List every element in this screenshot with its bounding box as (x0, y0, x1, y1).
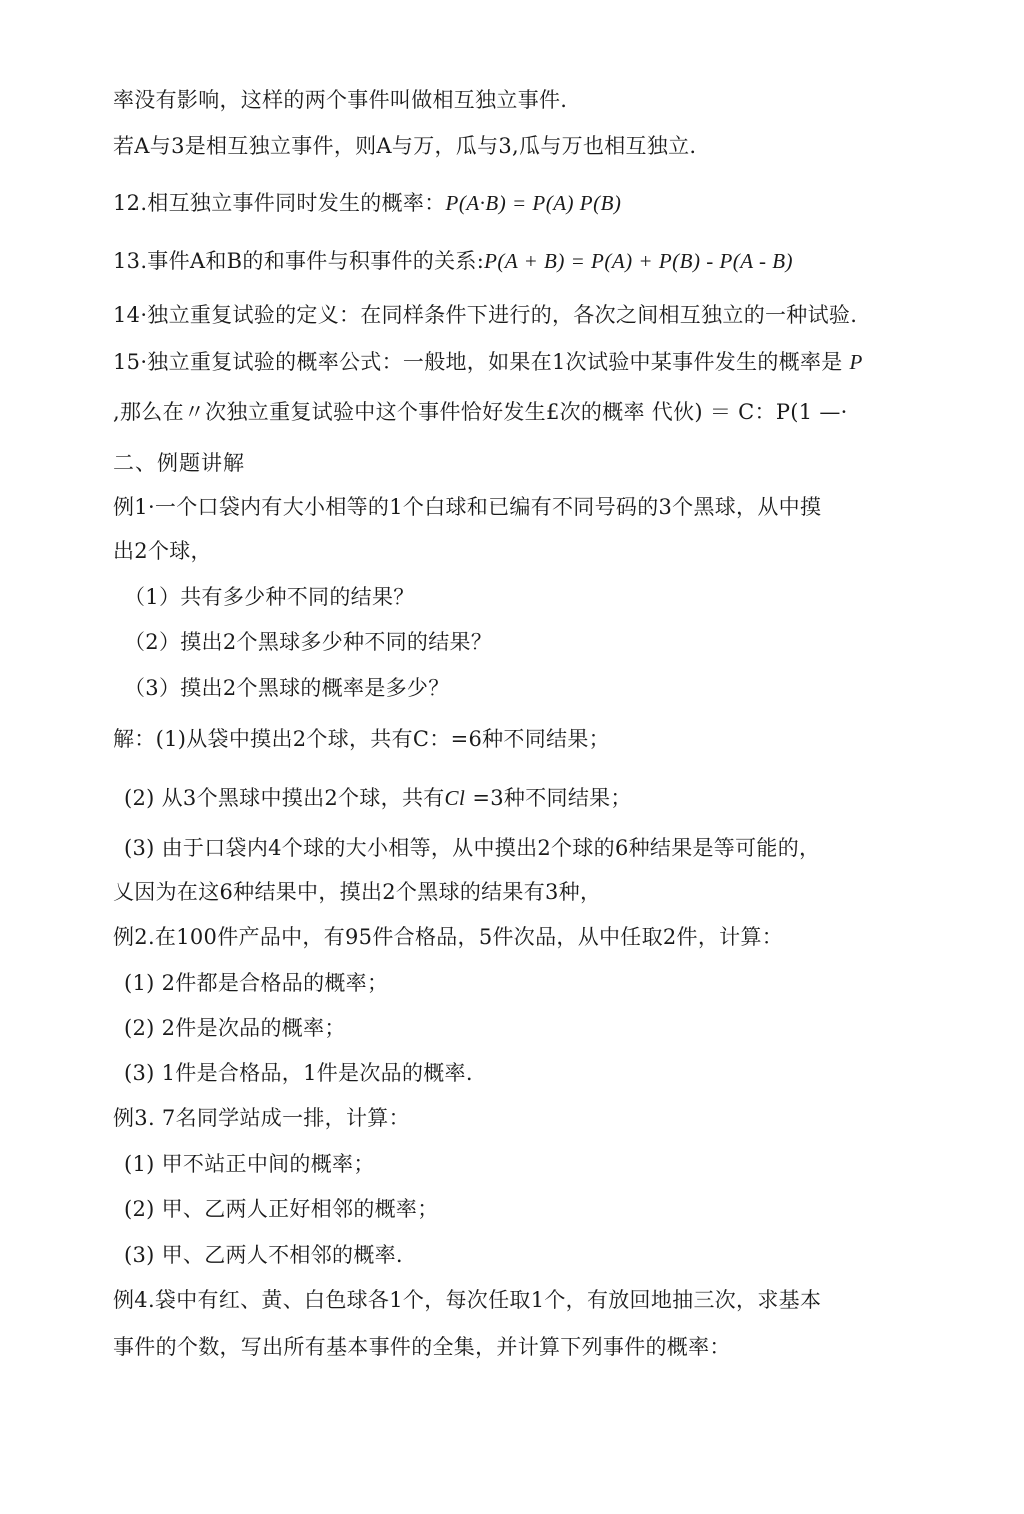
text-line: ,那么在〃次独立重复试验中这个事件恰好发生£次的概率 代伙) ＝ C：P(1 —· (113, 400, 848, 424)
example-title: 例3. 7名同学站成一排，计算： (113, 1106, 410, 1130)
formula: P(A + B) = P(A) + P(B) - P(A - B) (484, 249, 794, 273)
formula-line (113, 247, 793, 275)
formula: P (849, 350, 863, 374)
line-label: 12.相互独立事件同时发生的概率： (113, 191, 446, 215)
section-heading: 二、例题讲解 (113, 451, 245, 475)
line-suffix: =3种不同结果； (465, 786, 632, 810)
solution-line: 解：(1)从袋中摸出2个球，共有C：=6种不同结果； (113, 727, 610, 751)
question-item: (2) 2件是次品的概率； (124, 1016, 346, 1040)
line-prefix: (2) 从3个黑球中摸出2个球，共有 (124, 786, 445, 810)
text-line: 事件的个数，写出所有基本事件的全集，并计算下列事件的概率： (113, 1335, 731, 1359)
example-title: 例1·一个口袋内有大小相等的1个白球和已编有不同号码的3个黑球，从中摸 (113, 495, 822, 519)
question-item: (2) 甲、乙两人正好相邻的概率； (124, 1197, 439, 1221)
line-label: 13.事件A和B的和事件与积事件的关系: (113, 249, 485, 273)
question-item: （1）共有多少种不同的结果？ (124, 585, 415, 609)
formula: P(A·B) = P(A) P(B) (445, 191, 622, 215)
text-line (113, 348, 863, 376)
question-item: (1) 2件都是合格品的概率； (124, 971, 389, 995)
text-line: 14·独立重复试验的定义：在同样条件下进行的，各次之间相互独立的一种试验. (113, 303, 858, 327)
text-line: 若A与3是相互独立事件，则A与万，瓜与3,瓜与万也相互独立. (113, 134, 697, 158)
example-title: 例2.在100件产品中，有95件合格品，5件次品，从中任取2件，计算： (113, 925, 784, 949)
question-item: (3) 甲、乙两人不相邻的概率. (124, 1243, 403, 1267)
question-item: （2）摸出2个黑球多少种不同的结果？ (124, 630, 493, 654)
question-item: （3）摸出2个黑球的概率是多少？ (124, 676, 450, 700)
text-line: 率没有影响，这样的两个事件叫做相互独立事件. (113, 88, 568, 112)
question-item: (1) 甲不站正中间的概率； (124, 1152, 375, 1176)
solution-line: 乂因为在这6种结果中，摸出2个黑球的结果有3种， (113, 880, 602, 904)
formula-line (113, 189, 621, 217)
solution-line: (3) 由于口袋内4个球的大小相等，从中摸出2个球的6种结果是等可能的， (124, 836, 821, 860)
formula: Cl (444, 786, 466, 810)
question-item: (3) 1件是合格品，1件是次品的概率. (124, 1061, 473, 1085)
solution-line (124, 784, 632, 812)
text-line: 出2个球， (113, 539, 212, 563)
example-title: 例4.袋中有红、黄、白色球各1个，每次任取1个，有放回地抽三次，求基本 (113, 1288, 822, 1312)
line-text: 15·独立重复试验的概率公式：一般地，如果在1次试验中某事件发生的概率是 (113, 350, 843, 374)
